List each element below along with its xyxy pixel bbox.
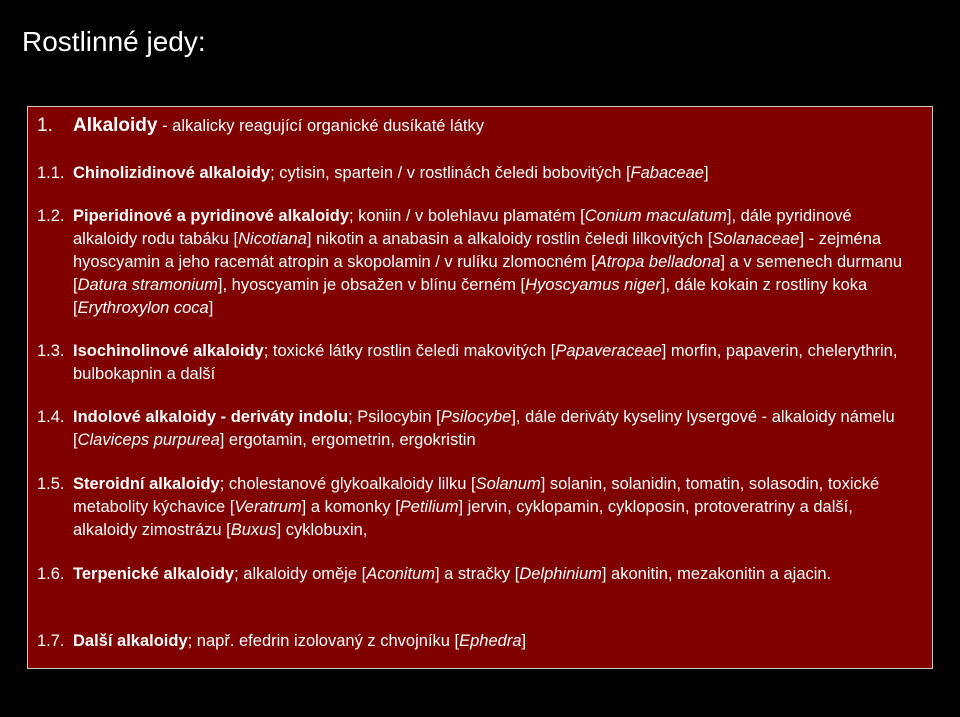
section-text: ] a komonky [ xyxy=(301,498,400,516)
section-number: 1.1. xyxy=(37,164,65,182)
section-heading: Další alkaloidy xyxy=(73,632,188,650)
section-1 xyxy=(37,114,919,138)
latin-name: Ephedra xyxy=(459,632,522,650)
section-text: ] cyklobuxin, xyxy=(276,521,368,539)
section-text: ; cholestanové glykoalkaloidy lilku [ xyxy=(219,475,476,493)
section-text: ], dále kokain z rostliny koka [ xyxy=(73,276,868,317)
latin-name: Papaveraceae xyxy=(555,342,662,360)
section-heading: Isochinolinové alkaloidy xyxy=(73,342,264,360)
section-text: ], dále deriváty kyseliny lysergové - alkaloidy námelu [ xyxy=(73,408,895,449)
latin-name: Solanum xyxy=(475,475,541,493)
section-1-7 xyxy=(37,630,919,653)
section-1-1 xyxy=(37,162,919,185)
section-text: ] xyxy=(208,299,214,317)
latin-name: Fabaceae xyxy=(630,164,704,182)
latin-name: Erythroxylon coca xyxy=(77,299,209,317)
section-1-4 xyxy=(37,406,919,452)
section-text: ] morfin, papaverin, chelerythrin, bulbokapnin a další xyxy=(73,342,898,383)
latin-name: Buxus xyxy=(230,521,277,539)
section-number: 1.7. xyxy=(37,632,65,650)
section-heading: Terpenické alkaloidy xyxy=(73,565,235,583)
section-heading: Indolové alkaloidy - deriváty indolu xyxy=(73,408,349,426)
section-text: ; toxické látky rostlin čeledi makovitých [ xyxy=(263,342,556,360)
section-number: 1. xyxy=(37,115,53,136)
section-text: ] nikotin a anabasin a alkaloidy rostlin čeledi lilkovitých [ xyxy=(306,230,713,248)
section-1-2 xyxy=(37,205,919,320)
latin-name: Veratrum xyxy=(234,498,302,516)
section-text: ] ergotamin, ergometrin, ergokristin xyxy=(219,431,476,449)
section-text: ] a v semenech durmanu [ xyxy=(73,253,903,294)
content-box xyxy=(27,106,933,669)
section-heading: Piperidinové a pyridinové alkaloidy xyxy=(73,207,350,225)
section-heading: Steroidní alkaloidy xyxy=(73,475,220,493)
section-text: ; Psilocybin [ xyxy=(348,408,441,426)
latin-name: Conium maculatum xyxy=(584,207,727,225)
section-number: 1.4. xyxy=(37,408,65,426)
section-text: ] akonitin, mezakonitin a ajacin. xyxy=(601,565,832,583)
latin-name: Aconitum xyxy=(366,565,435,583)
section-text: ] - zejména hyoscyamin a jeho racemát atropin a skopolamin / v rulíku zlomocném [ xyxy=(73,230,882,271)
section-number: 1.2. xyxy=(37,207,65,225)
section-text: ], hyoscyamin je obsažen v blínu černém [ xyxy=(217,276,526,294)
page-title: Rostlinné jedy: xyxy=(22,26,206,57)
section-heading: Alkaloidy xyxy=(73,115,158,136)
section-text: - alkalicky reagující organické dusíkaté látky xyxy=(157,117,484,135)
latin-name: Delphinium xyxy=(519,565,602,583)
section-text: ; cytisin, spartein / v rostlinách čeledi bobovitých [ xyxy=(270,164,631,182)
latin-name: Atropa belladona xyxy=(595,253,721,271)
section-text: ; např. efedrin izolovaný z chvojníku [ xyxy=(187,632,460,650)
latin-name: Nicotiana xyxy=(238,230,307,248)
section-1-6 xyxy=(37,563,919,586)
latin-name: Psilocybe xyxy=(440,408,512,426)
section-1-3 xyxy=(37,340,919,386)
section-text: ] solanin, solanidin, tomatin, solasodin, toxické metabolity kýchavice [ xyxy=(73,475,880,516)
section-text: ], dále pyridinové alkaloidy rodu tabáku [ xyxy=(73,207,852,248)
section-text: ] a stračky [ xyxy=(434,565,520,583)
section-text: ] jervin, cyklopamin, cykloposin, protoveratriny a další, alkaloidy zimostrázu [ xyxy=(73,498,853,539)
section-heading: Chinolizidinové alkaloidy xyxy=(73,164,271,182)
section-text: ; koniin / v bolehlavu plamatém [ xyxy=(349,207,585,225)
section-text: ] xyxy=(521,632,527,650)
section-text: ] xyxy=(703,164,709,182)
section-number: 1.6. xyxy=(37,565,65,583)
latin-name: Petilium xyxy=(399,498,459,516)
latin-name: Claviceps purpurea xyxy=(77,431,220,449)
latin-name: Datura stramonium xyxy=(77,276,218,294)
section-1-5 xyxy=(37,473,919,542)
latin-name: Solanaceae xyxy=(712,230,800,248)
section-text: ; alkaloidy oměje [ xyxy=(234,565,367,583)
latin-name: Hyoscyamus niger xyxy=(525,276,661,294)
section-number: 1.3. xyxy=(37,342,65,360)
section-number: 1.5. xyxy=(37,475,65,493)
